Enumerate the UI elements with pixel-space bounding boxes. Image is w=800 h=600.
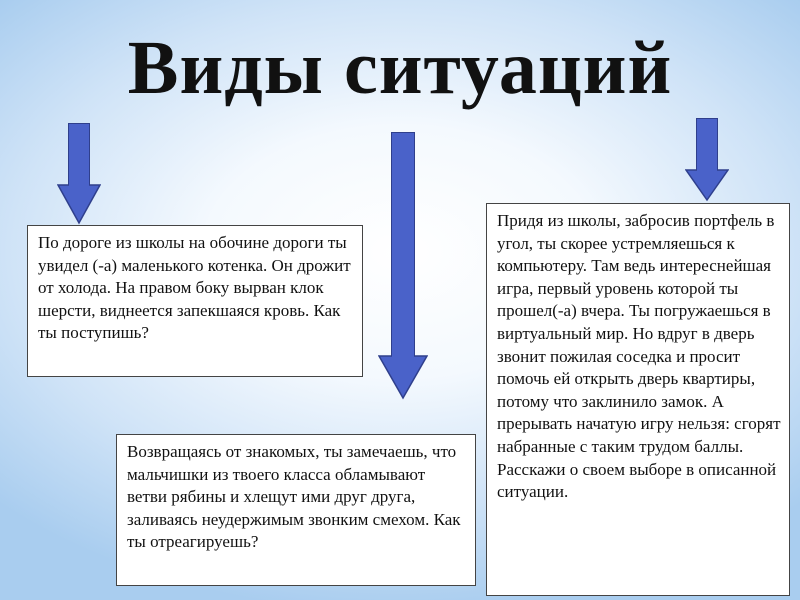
situation-text-1: По дороге из школы на обочине дороги ты увидел (-а) маленького котенка. Он дрожит от холода. На правом боку вырван клок шерсти, виднеется запекшаяся кровь. Как ты поступишь? <box>38 233 351 343</box>
situation-box-3 <box>486 203 790 596</box>
situation-text-2: Возвращаясь от знакомых, ты замечаешь, что мальчишки из твоего класса обламывают ветви рябины и хлещут ими друг друга, заливаясь неудержимым звонким смехом. Как ты отреагируешь? <box>127 442 461 552</box>
slide-title: Виды ситуаций <box>127 26 673 110</box>
arrow-down-right-icon <box>685 118 729 202</box>
arrow-down-middle-icon <box>378 132 428 400</box>
arrow-down-left-icon <box>57 123 101 225</box>
situation-text-3: Придя из школы, забросив портфель в угол, ты скорее устремляешься к компьютеру. Там ведь интереснейшая игра, первый уровень которой ты прошел(-а) вчера. Ты погружаешься в виртуальный мир. Но вдруг в дверь звонит пожилая соседка и просит помочь ей открыть дверь квартиры, потому что заклинило замок. А прерывать начатую игру нельзя: сгорят набранные с таким трудом баллы. Расскажи о своем выборе в описанной ситуации. <box>497 211 781 502</box>
situation-box-1 <box>27 225 363 377</box>
situation-box-2 <box>116 434 476 586</box>
